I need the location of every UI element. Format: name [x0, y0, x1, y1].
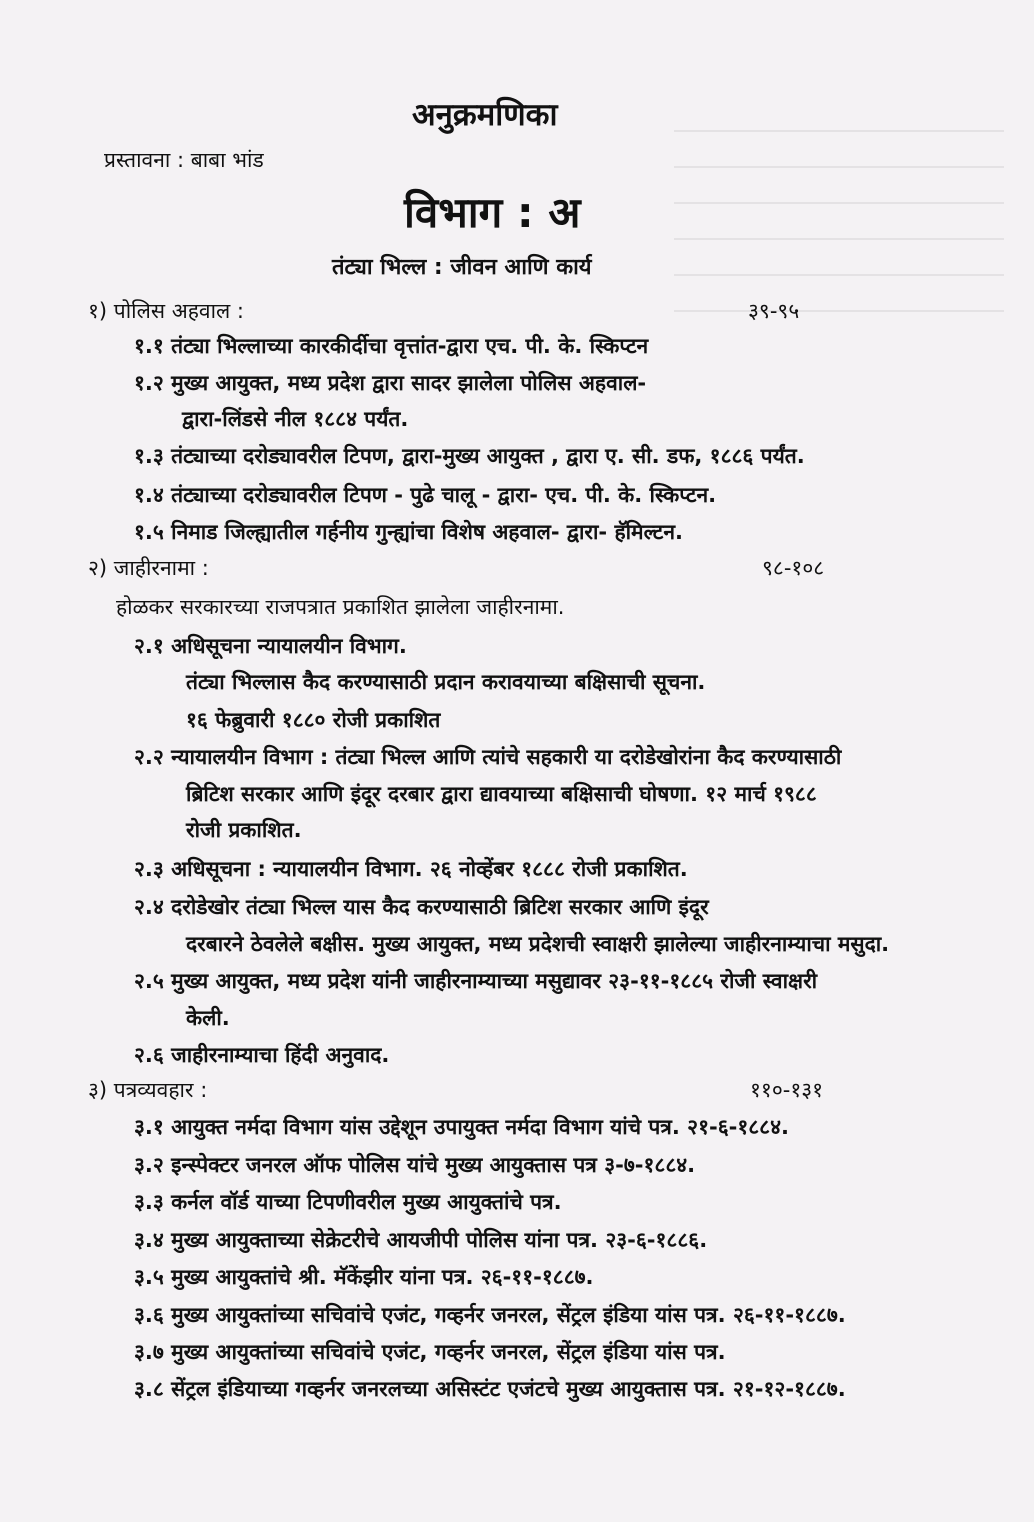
toc-entry: २.३ अधिसूचना : न्यायालयीन विभाग. २६ नोव्हेंबर १८८८ रोजी प्रकाशित. — [134, 857, 688, 881]
toc-entry: ३.३ कर्नल वॉर्ड याच्या टिपणीवरील मुख्य आयुक्तांचे पत्र. — [134, 1190, 562, 1214]
toc-entry: १.२ मुख्य आयुक्त, मध्य प्रदेश द्वारा सादर झालेला पोलिस अहवाल- — [134, 371, 647, 395]
toc-entry-continuation: १६ फेब्रुवारी १८८० रोजी प्रकाशित — [186, 708, 441, 732]
section-title: विभाग : अ — [404, 188, 581, 237]
group-pages-correspondence: ११०-१३१ — [750, 1078, 824, 1102]
bleed-through-text — [674, 96, 1004, 356]
group-label-police-reports: १) पोलिस अहवाल : — [88, 299, 245, 323]
group-pages-proclamation: ९८-१०८ — [762, 556, 825, 580]
toc-entry-continuation: दरबारने ठेवलेले बक्षीस. मुख्य आयुक्त, मध्य प्रदेशची स्वाक्षरी झालेल्या जाहीरनाम्याचा मसुदा. — [186, 932, 890, 956]
group-intro: होळकर सरकारच्या राजपत्रात प्रकाशित झालेला जाहीरनामा. — [116, 595, 565, 619]
group-label-correspondence: ३) पत्रव्यवहार : — [88, 1078, 208, 1102]
toc-entry: २.४ दरोडेखोर तंट्या भिल्ल यास कैद करण्यासाठी ब्रिटिश सरकार आणि इंदूर — [134, 895, 709, 919]
preface-line: प्रस्तावना : बाबा भांड — [104, 148, 264, 172]
toc-entry-continuation: द्वारा-लिंडसे नील १८८४ पर्यंत. — [182, 407, 409, 431]
group-label-proclamation: २) जाहीरनामा : — [88, 556, 209, 580]
toc-entry: ३.६ मुख्य आयुक्तांच्या सचिवांचे एजंट, गव्हर्नर जनरल, सेंट्रल इंडिया यांस पत्र. २६-११-१८८७. — [134, 1303, 846, 1327]
toc-entry: ३.१ आयुक्त नर्मदा विभाग यांस उद्देशून उपायुक्त नर्मदा विभाग यांचे पत्र. २१-६-१८८४. — [134, 1115, 789, 1139]
toc-entry-continuation: ब्रिटिश सरकार आणि इंदूर दरबार द्वारा द्यावयाच्या बक्षिसाची घोषणा. १२ मार्च १९८८ — [186, 782, 817, 806]
toc-entry: ३.२ इन्स्पेक्टर जनरल ऑफ पोलिस यांचे मुख्य आयुक्तास पत्र ३-७-१८८४. — [134, 1153, 696, 1177]
toc-entry: ३.८ सेंट्रल इंडियाच्या गव्हर्नर जनरलच्या असिस्टंट एजंटचे मुख्य आयुक्तास पत्र. २१-१२-१८८७. — [134, 1377, 846, 1401]
toc-entry-continuation: तंट्या भिल्लास कैद करण्यासाठी प्रदान करावयाच्या बक्षिसाची सूचना. — [186, 670, 706, 694]
toc-entry: १.१ तंट्या भिल्लाच्या कारकीर्दीचा वृत्तांत-द्वारा एच. पी. के. स्किप्टन — [134, 334, 649, 358]
toc-entry: १.४ तंट्याच्या दरोड्यावरील टिपण - पुढे चालू - द्वारा- एच. पी. के. स्किप्टन. — [134, 483, 717, 507]
page-heading: अनुक्रमणिका — [412, 97, 558, 133]
toc-entry: ३.७ मुख्य आयुक्तांच्या सचिवांचे एजंट, गव्हर्नर जनरल, सेंट्रल इंडिया यांस पत्र. — [134, 1340, 726, 1364]
toc-entry: २.२ न्यायालयीन विभाग : तंट्या भिल्ल आणि त्यांचे सहकारी या दरोडेखोरांना कैद करण्यासाठी — [134, 745, 842, 769]
toc-entry: २.५ मुख्य आयुक्त, मध्य प्रदेश यांनी जाहीरनाम्याच्या मसुद्यावर २३-११-१८८५ रोजी स्वाक्षरी — [134, 969, 818, 993]
toc-entry-continuation: केली. — [186, 1006, 230, 1030]
group-pages-police-reports: ३९-९५ — [748, 299, 800, 323]
toc-entry-continuation: रोजी प्रकाशित. — [186, 818, 302, 842]
toc-entry: १.३ तंट्याच्या दरोड्यावरील टिपण, द्वारा-मुख्य आयुक्त , द्वारा ए. सी. डफ, १८८६ पर्यंत. — [134, 444, 805, 468]
section-subtitle: तंट्या भिल्ल : जीवन आणि कार्य — [332, 255, 592, 280]
toc-entry: ३.५ मुख्य आयुक्तांचे श्री. मॅकेंझीर यांना पत्र. २६-११-१८८७. — [134, 1265, 594, 1289]
toc-entry: ३.४ मुख्य आयुक्ताच्या सेक्रेटरीचे आयजीपी पोलिस यांना पत्र. २३-६-१८८६. — [134, 1228, 708, 1252]
toc-entry: २.६ जाहीरनाम्याचा हिंदी अनुवाद. — [134, 1043, 390, 1067]
toc-entry: २.१ अधिसूचना न्यायालयीन विभाग. — [134, 634, 407, 658]
toc-entry: १.५ निमाड जिल्ह्यातील गर्हनीय गुन्ह्यांचा विशेष अहवाल- द्वारा- हॅमिल्टन. — [134, 520, 683, 544]
